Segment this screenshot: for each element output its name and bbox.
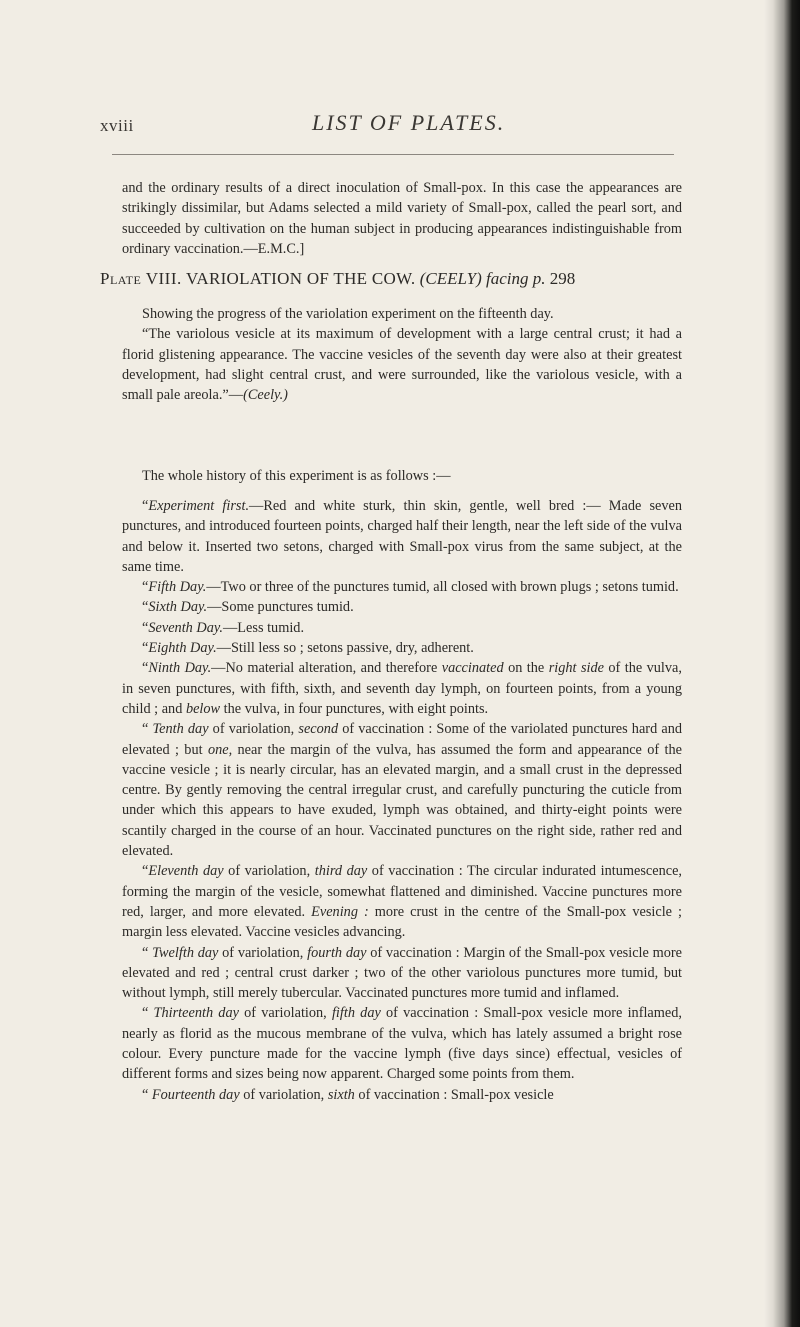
log-entry (122, 1003, 682, 1084)
quote-text: “The variolous vesicle at its maximum of development with a large central crust; it had a florid glistening appearance. The vaccine vesicles of the seventh day were also at their greatest development, had slight central crust, and were surrounded, like the variolous vesicle, with a small pale areola.”— (122, 326, 682, 404)
log-entry (122, 1085, 682, 1105)
open-quote: “ (142, 599, 149, 616)
entry-emphasis: second (298, 721, 339, 738)
entry-text: of vaccination : Margin of the Small-pox vesicle more elevated and red ; central crust darker ; two of the other variolous punctures more tumid, but without lymph, still merely tubercular. Vaccinated punctures more tumid and inflamed. (122, 944, 683, 1002)
open-quote: “ (142, 660, 149, 677)
entry-emphasis: right side (548, 660, 604, 677)
entry-text: the vulva, in four punctures, with eight points. (220, 700, 489, 717)
entry-text: —No material alteration, and therefore (211, 660, 442, 677)
entry-emphasis: Evening : (311, 903, 369, 920)
running-head: LIST OF PLATES. (312, 110, 506, 135)
entry-emphasis: fifth day (331, 1005, 381, 1022)
page-header (100, 110, 700, 146)
entry-text: —Less tumid. (223, 619, 305, 636)
log-entry (122, 638, 682, 658)
entry-text: of vaccination : Small-pox vesicle (354, 1086, 554, 1103)
entry-emphasis: vaccinated (441, 660, 504, 677)
plate-title: VARIOLATION OF THE COW. (185, 269, 416, 288)
entry-text: of vaccination : The circular indurated intumescence, forming the margin of the vesicle, somewhat flattened and diminished. Vaccine punctures more red, larger, and more elevated. (122, 863, 682, 920)
entry-emphasis: one, (207, 741, 233, 758)
entry-label: Thirteenth day (153, 1005, 239, 1022)
log-entry (122, 943, 682, 1004)
entry-text: —Red and white sturk, thin skin, gentle, well bred :— Made seven punctures, and introduced fourteen points, charged half their length, near the left side of the vulva and below it. Inserted two setons, charged with Small-pox virus from the same subject, at the same time. (122, 498, 683, 575)
open-quote: “ (142, 579, 149, 596)
header-rule (112, 154, 674, 155)
open-quote: “ (142, 721, 153, 738)
page-number: xviii (100, 116, 134, 135)
log-entry (122, 658, 682, 719)
entry-text: of vaccination : Some of the variolated punctures hard and elevated ; but (122, 721, 682, 758)
quote-source: (Ceely.) (243, 387, 288, 404)
open-quote: “ (142, 498, 149, 514)
experiment-log (122, 496, 682, 1105)
entry-text: of variolation, (239, 1086, 328, 1103)
entry-text: —Some punctures tumid. (207, 599, 354, 616)
entry-text: near the margin of the vulva, has assumed the form and appearance of the vaccine vesicle ; it is nearly circular, has an elevated margin, and a small crust in the depressed centre. By gently removing the central irregular crust, and carefully puncturing the cuticle from under which this appears to have exuded, lymph was obtained, and thirty-eight points were scantily charged in the course of an hour. Vaccinated punctures on the right side, rather red and elevated. (122, 741, 682, 860)
entry-text: of variolation, (238, 1005, 332, 1022)
entry-text: of vaccination : Small-pox vesicle more inflamed, nearly as florid as the mucous membrane of the vulva, which has lately assumed a bright rose colour. Every puncture made for the vaccine lymph (five days since) effectual, vesicles of different forms and sizes being now apparent. Charged some points from them. (122, 1005, 682, 1083)
log-entry (122, 496, 682, 577)
entry-text: on the (503, 660, 549, 677)
entry-label: Eleventh day (148, 863, 224, 880)
entry-label: Sixth Day. (148, 599, 208, 616)
log-entry (122, 577, 682, 597)
intro-paragraph: and the ordinary results of a direct inoculation of Small-pox. In this case the appearances are strikingly dissimilar, but Adams selected a mild variety of Small-pox, called the pearl sort, and succeeded by cultivation on the human subject in producing appearances indistinguishable from ordinary vaccination.—E.M.C.] (122, 180, 682, 257)
entry-label: Experiment first. (148, 498, 250, 514)
entry-label: Tenth day (152, 721, 209, 738)
entry-label: Eighth Day. (148, 640, 217, 657)
plate-reference: (CEELY) facing p. (419, 269, 546, 288)
book-binding-edge (764, 0, 800, 1327)
open-quote: “ (142, 1005, 154, 1022)
entry-text: of variolation, (218, 944, 308, 961)
plate-description (122, 304, 682, 405)
plate-page-number: 298 (549, 269, 576, 288)
entry-text: —Two or three of the punctures tumid, all closed with brown plugs ; setons tumid. (206, 579, 679, 596)
entry-label: Fourteenth day (151, 1086, 240, 1103)
entry-label: Fifth Day. (148, 579, 207, 596)
entry-label: Seventh Day. (148, 619, 223, 636)
showing-paragraph: Showing the progress of the variolation experiment on the fifteenth day. (142, 306, 554, 322)
open-quote: “ (142, 944, 153, 961)
entry-text: —Still less so ; setons passive, dry, adherent. (216, 640, 474, 657)
entry-text: of variolation, (208, 721, 299, 738)
entry-emphasis: below (185, 700, 221, 717)
entry-emphasis: third day (314, 863, 368, 880)
entry-text: more crust in the centre of the Small-pox vesicle ; margin less elevated. Vaccine vesicles advancing. (122, 903, 682, 941)
ceely-quote (122, 324, 682, 405)
log-entry (122, 597, 682, 617)
open-quote: “ (142, 619, 149, 636)
plate-label: Plate VIII. (100, 269, 182, 288)
entry-label: Twelfth day (152, 944, 219, 961)
log-entry (122, 861, 682, 942)
log-entry (122, 719, 682, 861)
open-quote: “ (142, 640, 149, 657)
entry-text: of the vulva, in seven punctures, with fifth, sixth, and seventh day lymph, on fourteen points, from a young child ; and (122, 660, 682, 717)
entry-label: Ninth Day. (148, 660, 212, 677)
whole-history-line: The whole history of this experiment is as follows :— (142, 468, 451, 484)
open-quote: “ (142, 1086, 152, 1103)
open-quote: “ (142, 863, 149, 880)
log-entry (122, 618, 682, 638)
entry-text: of variolation, (223, 863, 315, 880)
entry-emphasis: sixth (327, 1086, 355, 1103)
entry-emphasis: fourth day (307, 944, 367, 961)
plate-heading (100, 268, 790, 290)
